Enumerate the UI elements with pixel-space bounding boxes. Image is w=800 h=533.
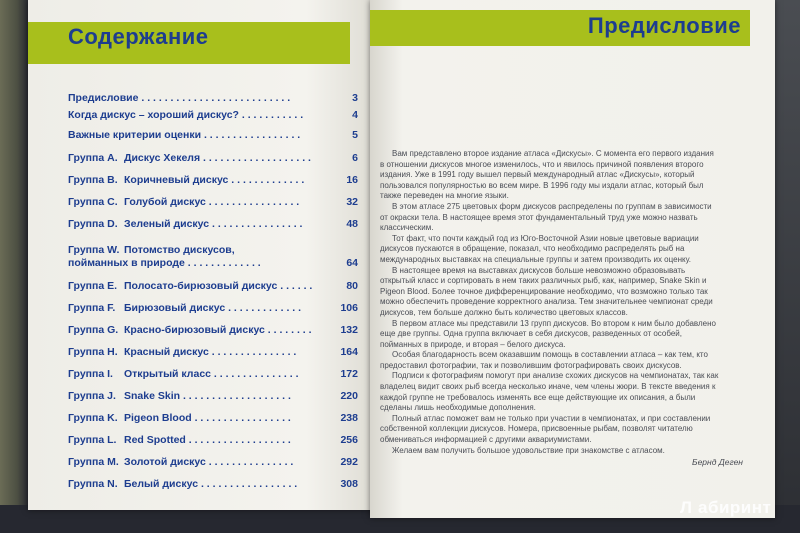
preface-paragraph: Тот факт, что почти каждый год из Юго-Восточной Азии новые цветовые вариации дискусов пускаются в обращение, показал, что необходимо распределять рыб на международных выставках на специальные группы и затем производить их оценку.: [380, 233, 699, 264]
toc-group-label: Группа D.: [68, 218, 118, 230]
toc-entry: [68, 280, 358, 293]
preface-paragraph: В настоящее время на выставках дискусов больше невозможно образовывать открытый класс и сортировать в нем таких различных рыб, как, например, Snake Skin и Pigeon Blood. Более точное дифференцирование необходимо, что возможно только так можно обеспечить проведение корректного анализа. Тем значительнее чемпионат среди дискусов, тем больше должно быть количество цветовых классов.: [380, 265, 713, 317]
toc-entry: [68, 434, 358, 447]
preface-paragraph: Подписи к фотографиям помогут при анализе схожих дискусов на чемпионатах, так как владелец видит своих рыб всегда несколько иначе, чем члены жюри. В тексте введения к каждой группе не требовалось изменять все еще действующие их описания, а были сделаны лишь необходимые дополнения.: [380, 371, 719, 413]
toc-page-number: 256: [340, 434, 358, 446]
left-page: [28, 0, 376, 510]
toc-title: Red Spotted . . . . . . . . . . . . . . . . . .: [124, 434, 291, 446]
watermark-logo-mark: Л: [680, 498, 693, 517]
toc-entry: [68, 412, 358, 425]
toc-entry: [68, 302, 358, 315]
toc-page-number: 238: [340, 412, 358, 424]
toc-title: Бирюзовый дискус . . . . . . . . . . . . .: [124, 302, 302, 314]
toc-entry: [68, 368, 358, 381]
toc-page-number: 80: [346, 280, 358, 292]
toc-page-number: 6: [352, 152, 358, 164]
toc-title: Snake Skin . . . . . . . . . . . . . . . . . . .: [124, 390, 291, 402]
preface-paragraph: В этом атласе 275 цветовых форм дискусов распределены по группам в зависимости от окраски тела. В настоящее время этот фундаментальный труд уже можно назвать классическим.: [380, 201, 712, 233]
toc-title: Когда дискус – хороший дискус? . . . . . . . . . . .: [68, 109, 304, 121]
toc-page-number: 172: [340, 368, 358, 380]
toc-page-number: 308: [340, 478, 358, 490]
toc-group-label: Группа M.: [68, 456, 119, 468]
toc-group-label: Группа N.: [68, 478, 118, 490]
toc-title: Потомство дискусов,: [124, 244, 235, 256]
toc-page-number: 64: [346, 257, 358, 269]
author-signature: Бернд Деген: [692, 457, 743, 467]
toc-group-label: Группа J.: [68, 390, 116, 402]
toc-entry: [68, 346, 358, 359]
toc-title: Важные критерии оценки . . . . . . . . . . . . . . . . .: [68, 129, 301, 141]
toc-title: пойманных в природе . . . . . . . . . . . . .: [68, 257, 261, 269]
toc-group-label: Группа W.: [68, 244, 120, 256]
right-page: [370, 0, 775, 518]
toc-entry: [68, 174, 358, 187]
toc-page-number: 32: [346, 196, 358, 208]
preface-paragraph: Желаем вам получить большое удовольствие при знакомстве с атласом.: [392, 445, 665, 455]
toc-title: Коричневый дискус . . . . . . . . . . . . .: [124, 174, 305, 186]
toc-page-number: 106: [340, 302, 358, 314]
toc-group-label: Группа В.: [68, 174, 118, 186]
toc-page-number: 220: [340, 390, 358, 402]
toc-page-number: 16: [346, 174, 358, 186]
toc-title: Красно-бирюзовый дискус . . . . . . . .: [124, 324, 312, 336]
toc-entry: [68, 390, 358, 403]
watermark-text: абиринт: [698, 498, 772, 517]
preface-paragraph: Особая благодарность всем оказавшим помощь в составлении атласа – как тем, кто предоставил фотографии, так и позволившим фотографировать своих дискусов.: [380, 350, 708, 370]
toc-group-label: Группа F.: [68, 302, 116, 314]
preface-heading: Предисловие: [587, 13, 741, 38]
toc-entry: [68, 196, 358, 209]
toc-page-number: 48: [346, 218, 358, 230]
toc-title: Предисловие . . . . . . . . . . . . . . . . . . . . . . . . . .: [68, 92, 291, 104]
toc-group-label: Группа С.: [68, 196, 118, 208]
toc-group-label: Группа Е.: [68, 280, 118, 292]
toc-title: Зеленый дискус . . . . . . . . . . . . . . . .: [124, 218, 303, 230]
preface-paragraph: Вам представлено второе издание атласа «Дискусы». С момента его первого издания в отношении дискусов многое изменилось, что и явилось причиной появления второго издания. Уже в 1991 году вышел первый международный атлас «Дискусы», который пользовался популярностью во всем мире. В 1996 году мы издали атлас, который был также переведен на многие языки.: [380, 149, 714, 201]
toc-entry: [68, 218, 358, 231]
toc-group-label: Группа I.: [68, 368, 113, 380]
toc-entry: [68, 478, 358, 491]
toc-title: Красный дискус . . . . . . . . . . . . . . .: [124, 346, 297, 358]
toc-group-label: Группа K.: [68, 412, 118, 424]
toc-group-label: Группа Н.: [68, 346, 118, 358]
toc-page-number: 4: [352, 109, 358, 121]
toc-entry: [68, 324, 358, 337]
toc-group-label: Группа А.: [68, 152, 118, 164]
preface-text: [380, 149, 720, 456]
toc-group-label: Группа G.: [68, 324, 119, 336]
contents-heading: Содержание: [68, 24, 209, 49]
toc-group-label: Группа L.: [68, 434, 117, 446]
toc-page-number: 164: [340, 346, 358, 358]
toc-title: Полосато-бирюзовый дискус . . . . . .: [124, 280, 313, 292]
toc-title: Открытый класс . . . . . . . . . . . . . . .: [124, 368, 299, 380]
publisher-watermark: [680, 498, 771, 518]
toc-title: Дискус Хекеля . . . . . . . . . . . . . . . . . . .: [124, 152, 311, 164]
preface-paragraph: В первом атласе мы представили 13 групп дискусов. Во втором к ним было добавлено еще две группы. Одна группа включает в себя дискусов, разведенных от особей, пойманных в природе, и вторая – белого дискуса.: [380, 318, 716, 349]
toc-entry: [68, 244, 358, 257]
toc-title: Золотой дискус . . . . . . . . . . . . . . .: [124, 456, 294, 468]
toc-page-number: 132: [340, 324, 358, 336]
toc-page-number: 3: [352, 92, 358, 104]
toc-entry: [68, 456, 358, 469]
toc-entry: [68, 152, 358, 165]
toc-page-number: 292: [340, 456, 358, 468]
toc-title: Голубой дискус . . . . . . . . . . . . . . . .: [124, 196, 300, 208]
book-cover-edge: [0, 0, 28, 533]
toc-title: Белый дискус . . . . . . . . . . . . . . . . .: [124, 478, 298, 490]
preface-paragraph: Полный атлас поможет вам не только при участии в чемпионатах, и при составлении собственной коллекции дискусов. Номера, присвоенные рыбам, позволят читателю обмениваться информацией с другими аквариумистами.: [380, 413, 711, 445]
toc-page-number: 5: [352, 129, 358, 141]
toc-title: Pigeon Blood . . . . . . . . . . . . . . . . .: [124, 412, 291, 424]
